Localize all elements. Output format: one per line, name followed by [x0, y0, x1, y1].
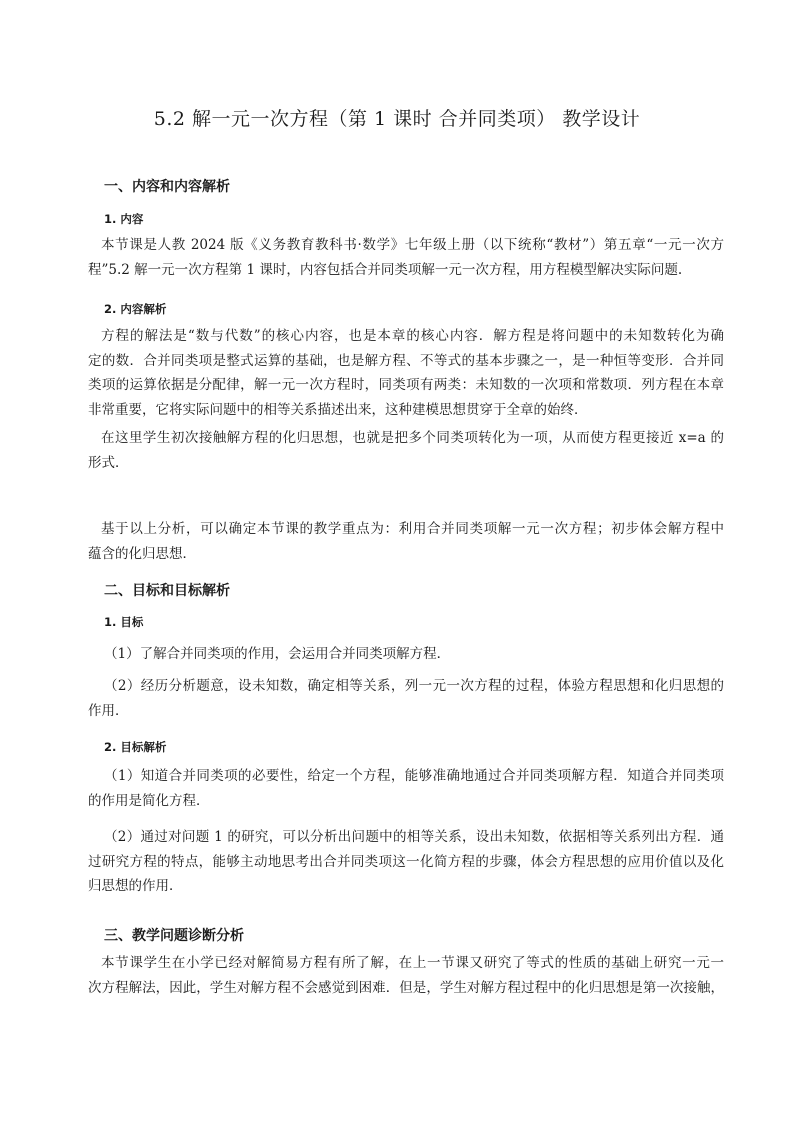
- section-3-heading: 三、教学问题诊断分析: [104, 928, 244, 944]
- analysis-paragraph-2: [88, 426, 724, 475]
- text-line: 类项的运算依据是分配律，解一元一次方程时，同类项有两类：未知数的一次项和常数项．列方程在本章: [88, 377, 724, 393]
- section-1-sub-1: 1. 内容: [104, 212, 144, 226]
- section-1-heading: 一、内容和内容解析: [104, 179, 230, 195]
- text-line: 程”5.2 解一元一次方程第 1 课时，内容包括合并同类项解一元一次方程，用方程模型解决实际问题.: [88, 261, 683, 278]
- text-line: （2）经历分析题意，设未知数，确定相等关系，列一元一次方程的过程，体验方程思想和化归思想的: [104, 678, 724, 694]
- text-line: （1）了解合并同类项的作用，会运用合并同类项解方程．: [104, 646, 451, 662]
- diagnosis-paragraph: [88, 951, 724, 1000]
- content-paragraph: [88, 233, 724, 282]
- goal-analysis-2: [88, 825, 724, 899]
- text-line: 定的数．合并同类项是整式运算的基础，也是解方程、不等式的基本步骤之一，是一种恒等变形．合并同: [88, 352, 724, 369]
- analysis-paragraph-1: [88, 324, 724, 422]
- text-line: 蕴含的化归思想．: [88, 545, 196, 562]
- goal-analysis-1: [88, 764, 724, 813]
- section-2-sub-1: 1. 目标: [104, 615, 144, 629]
- section-1-sub-2: 2. 内容解析: [104, 302, 167, 316]
- text-line: 形式．: [88, 454, 129, 471]
- text-line: 在这里学生初次接触解方程的化归思想，也就是把多个同类项转化为一项，从而使方程更接近 x=a 的: [101, 430, 724, 446]
- text-line: 次方程解法，因此，学生对解方程不会感觉到困难．但是，学生对解方程过程中的化归思想是第一次接触，: [88, 979, 724, 996]
- section-2-sub-2: 2. 目标解析: [104, 740, 167, 754]
- analysis-paragraph-3: [88, 517, 724, 566]
- text-line: 方程的解法是“数与代数”的核心内容，也是本章的核心内容．解方程是将问题中的未知数转化为确: [101, 328, 724, 344]
- goal-1: [88, 642, 724, 667]
- text-line: 归思想的作用．: [88, 878, 183, 894]
- text-line: 基于以上分析，可以确定本节课的教学重点为：利用合并同类项解一元一次方程；初步体会解方程中: [101, 521, 724, 537]
- text-line: （1）知道合并同类项的必要性，给定一个方程，能够准确地通过合并同类项解方程．知道合并同类项: [104, 768, 724, 784]
- text-line: 本节课学生在小学已经对解简易方程有所了解，在上一节课又研究了等式的性质的基础上研究一元一: [101, 955, 724, 971]
- text-line: （2）通过对问题 1 的研究，可以分析出问题中的相等关系，设出未知数，依据相等关系列出方程．通: [104, 829, 724, 845]
- document-title: 5.2 解一元一次方程（第 1 课时 合并同类项） 教学设计: [153, 108, 641, 130]
- text-line: 本节课是人教 2024 版《义务教育教科书·数学》七年级上册（以下统称“教材”）第五章“一元一次方: [101, 237, 724, 253]
- text-line: 过研究方程的特点，能够主动地思考出合并同类项这一化简方程的步骤，体会方程思想的应用价值以及化: [88, 853, 724, 870]
- text-line: 非常重要，它将实际问题中的相等关系描述出来，这种建模思想贯穿于全章的始终．: [88, 401, 588, 418]
- section-2-heading: 二、目标和目标解析: [104, 583, 230, 599]
- text-line: 的作用是简化方程．: [88, 792, 210, 809]
- text-line: 作用．: [88, 702, 129, 719]
- goal-2: [88, 674, 724, 723]
